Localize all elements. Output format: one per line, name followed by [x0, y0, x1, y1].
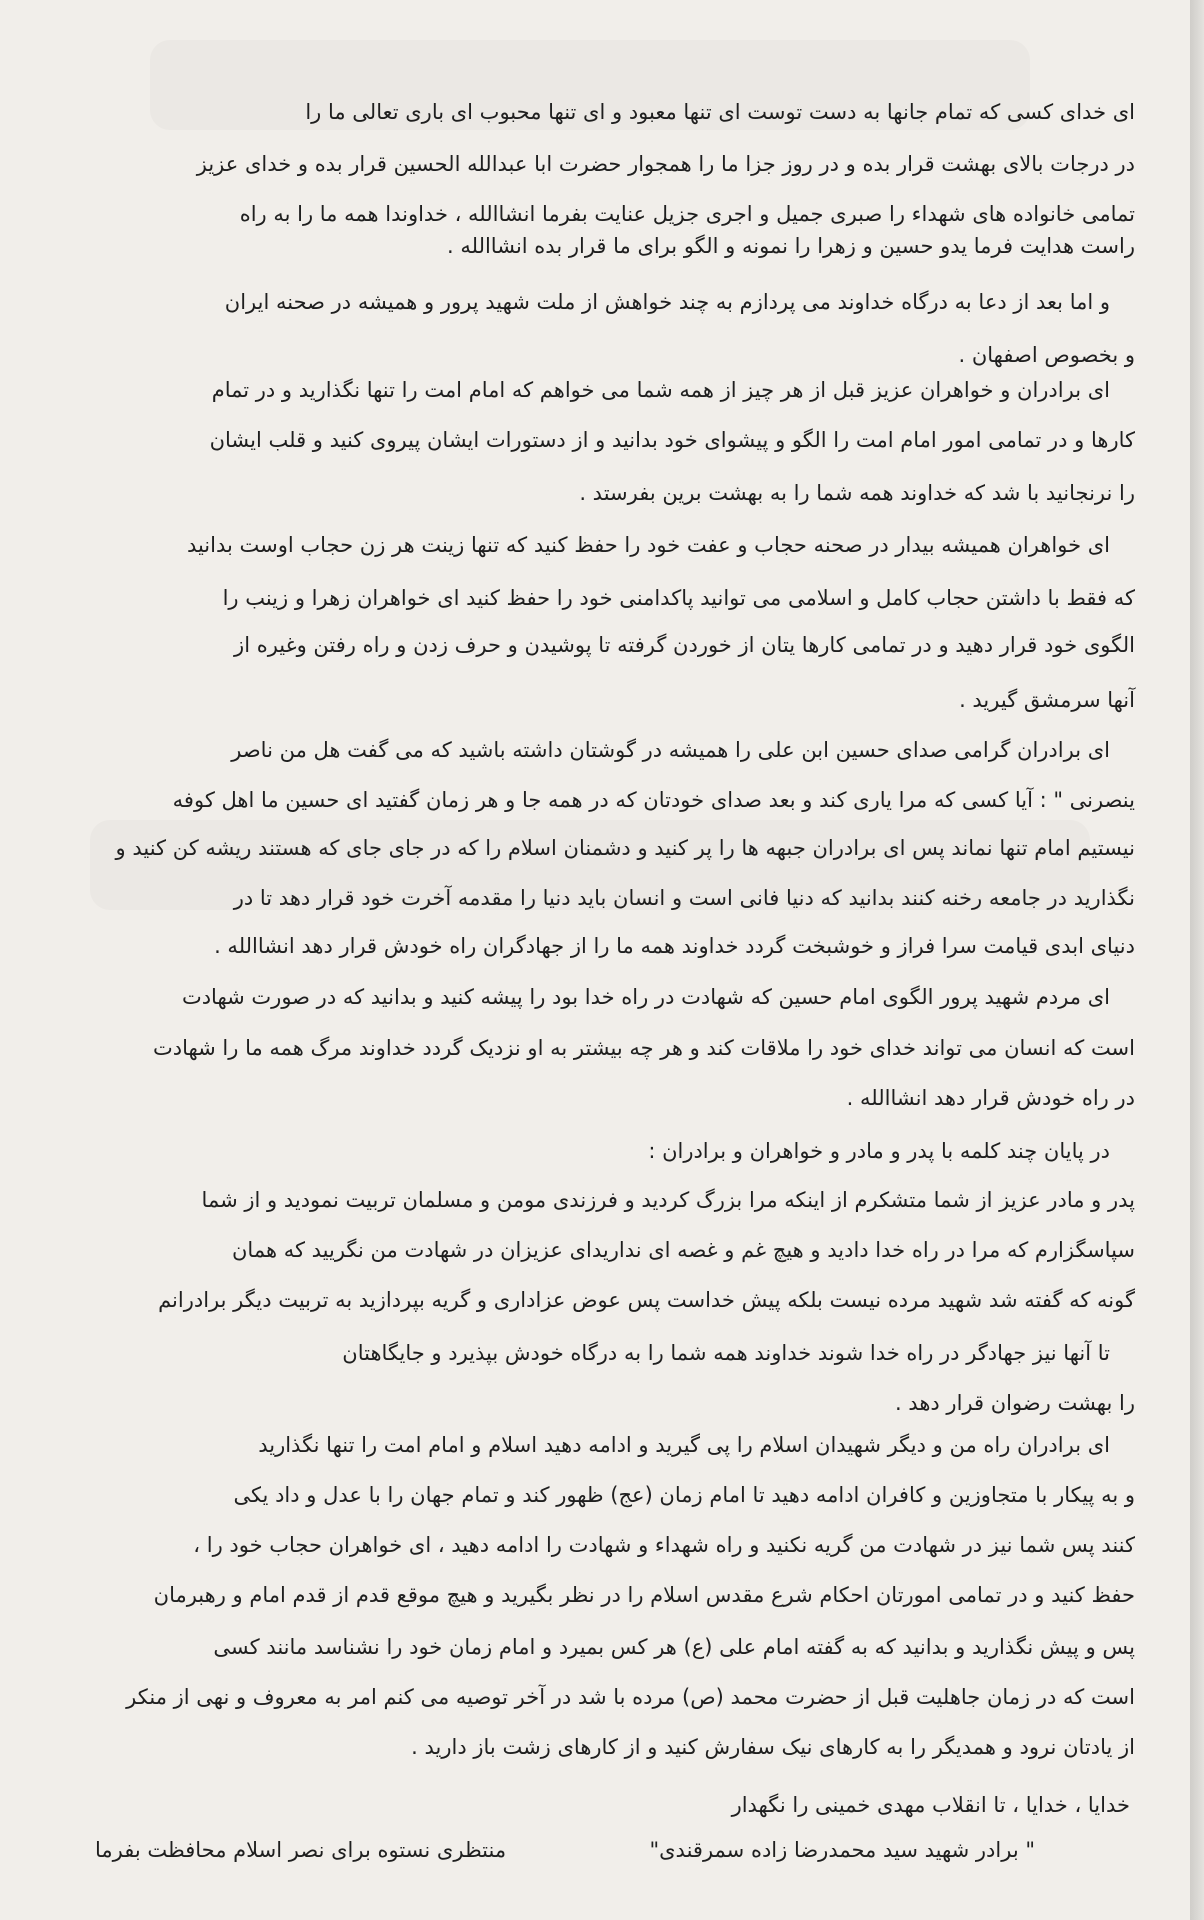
text-line: است که در زمان جاهلیت قبل از حضرت محمد (ص) مرده با شد در آخر توصیه می کنم امر به معروف و نهی از منکر [126, 1685, 1135, 1709]
text-line: و به پیکار با متجاوزین و کافران ادامه دهید تا امام زمان (عج) ظهور کند و تمام جهان را با عدل و داد یکی [233, 1483, 1135, 1507]
text-line: پدر و مادر عزیز از شما متشکرم از اینکه مرا بزرگ کردید و فرزندی مومن و مسلمان تربیت نمودید و از شما [201, 1188, 1135, 1212]
text-line: گونه که گفته شد شهید مرده نیست بلکه پیش خداست پس عوض عزاداری و گریه بپردازید به تربیت دیگر برادرانم [158, 1288, 1135, 1312]
text-line: ینصرنی " : آیا کسی که مرا یاری کند و بعد صدای خودتان که در همه جا و هر زمان گفتید ای حسین ما اهل کوفه [172, 788, 1135, 812]
text-line: در درجات بالای بهشت قرار بده و در روز جزا ما را همجوار حضرت ابا عبدالله الحسین قرار بده و خدای عزیز [196, 152, 1135, 176]
text-line: است که انسان می تواند خدای خود را ملاقات کند و هر چه بیشتر به او نزدیک گردد خداوند مرگ همه ما را شهادت [152, 1036, 1135, 1060]
text-line: ای مردم شهید پرور الگوی امام حسین که شهادت در راه خدا بود را پیشه کنید و بدانید که در صورت شهادت [181, 985, 1110, 1009]
text-line: دنیای ابدی قیامت سرا فراز و خوشبخت گردد خداوند همه ما را از جهادگران راه خودش قرار دهد انشاالله . [214, 934, 1135, 958]
text-line: تمامی خانواده های شهداء را صبری جمیل و اجری جزیل عنایت بفرما انشاالله ، خداوندا همه ما را به راه [239, 202, 1135, 226]
text-line: که فقط با داشتن حجاب کامل و اسلامی می توانید پاکدامنی خود را حفظ کنید ای خواهران زهرا و زینب را [222, 586, 1135, 610]
text-line: ای برادران و خواهران عزیز قبل از هر چیز از همه شما می خواهم که امام امت را تنها نگذارید و در تمام [211, 378, 1110, 402]
text-line: تا آنها نیز جهادگر در راه خدا شوند خداوند همه شما را به درگاه خودش بپذیرد و جایگاهتان [342, 1341, 1110, 1365]
text-line: الگوی خود قرار دهید و در تمامی کارها یتان از خوردن گرفته تا پوشیدن و حرف زدن و راه رفتن وغیره از [234, 633, 1135, 657]
text-line: در پایان چند کلمه با پدر و مادر و خواهران و برادران : [648, 1139, 1110, 1163]
text-line: از یادتان نرود و همدیگر را به کارهای نیک سفارش کنید و از کارهای زشت باز دارید . [411, 1735, 1135, 1759]
text-line: ای برادران گرامی صدای حسین ابن علی را همیشه در گوشتان داشته باشید که می گفت هل من ناصر [231, 738, 1110, 762]
text-line: سپاسگزارم که مرا در راه خدا دادید و هیچ غم و غصه ای نداریدای عزیزان در شهادت من نگریید که همان [232, 1238, 1135, 1262]
text-line: کنند پس شما نیز در شهادت من گریه نکنید و راه شهداء و شهادت را ادامه دهید ، ای خواهران حجاب خود را ، [193, 1533, 1135, 1557]
text-line: حفظ کنید و در تمامی امورتان احکام شرع مقدس اسلام را در نظر بگیرید و هیچ موقع قدم از قدم امام و رهبرمان [153, 1583, 1135, 1607]
text-line: را نرنجانید با شد که خداوند همه شما را به بهشت برین بفرستد . [579, 481, 1135, 505]
text-line: و بخصوص اصفهان . [958, 343, 1135, 367]
text-line: را بهشت رضوان قرار دهد . [894, 1391, 1135, 1415]
text-line: نگذارید در جامعه رخنه کنند بدانید که دنیا فانی است و انسان باید دنیا را مقدمه آخرت خود قرار دهد تا در [233, 886, 1135, 910]
closing-prayer: خدایا ، خدایا ، تا انقلاب مهدی خمینی را نگهدار [731, 1793, 1130, 1817]
text-line: ای خواهران همیشه بیدار در صحنه حجاب و عفت خود را حفظ کنید که تنها زینت هر زن حجاب اوست بدانید [186, 533, 1110, 557]
signature-name: " برادر شهید سید محمدرضا زاده سمرقندی" [649, 1838, 1035, 1862]
text-line: ای برادران راه من و دیگر شهیدان اسلام را پی گیرید و ادامه دهید اسلام و امام امت را تنها نگذارید [258, 1433, 1110, 1457]
text-line: کارها و در تمامی امور امام امت را الگو و پیشوای خود بدانید و از دستورات ایشان پیروی کنید و قلب ایشان [209, 428, 1135, 452]
text-line: راست هدایت فرما یدو حسین و زهرا را نمونه و الگو برای ما قرار بده انشاالله . [447, 234, 1135, 258]
text-line: آنها سرمشق گیرید . [959, 688, 1135, 712]
page-edge [1190, 0, 1204, 1920]
text-line: و اما بعد از دعا به درگاه خداوند می پردازم به چند خواهش از ملت شهید پرور و همیشه در صحنه ایران [224, 290, 1110, 314]
signature-note: منتظری نستوه برای نصر اسلام محافظت بفرما [95, 1838, 507, 1862]
text-line: ای خدای کسی که تمام جانها به دست توست ای تنها معبود و ای تنها محبوب ای باری تعالی ما را [305, 100, 1135, 124]
text-line: در راه خودش قرار دهد انشاالله . [846, 1086, 1135, 1110]
text-line: نیستیم امام تنها نماند پس ای برادران جبهه ها را پر کنید و دشمنان اسلام را که در جای جای که هستند ریشه کن کنید و [115, 836, 1135, 860]
text-line: پس و پیش نگذارید و بدانید که به گفته امام علی (ع) هر کس بمیرد و امام زمان خود را نشناسد مانند کسی [213, 1635, 1135, 1659]
